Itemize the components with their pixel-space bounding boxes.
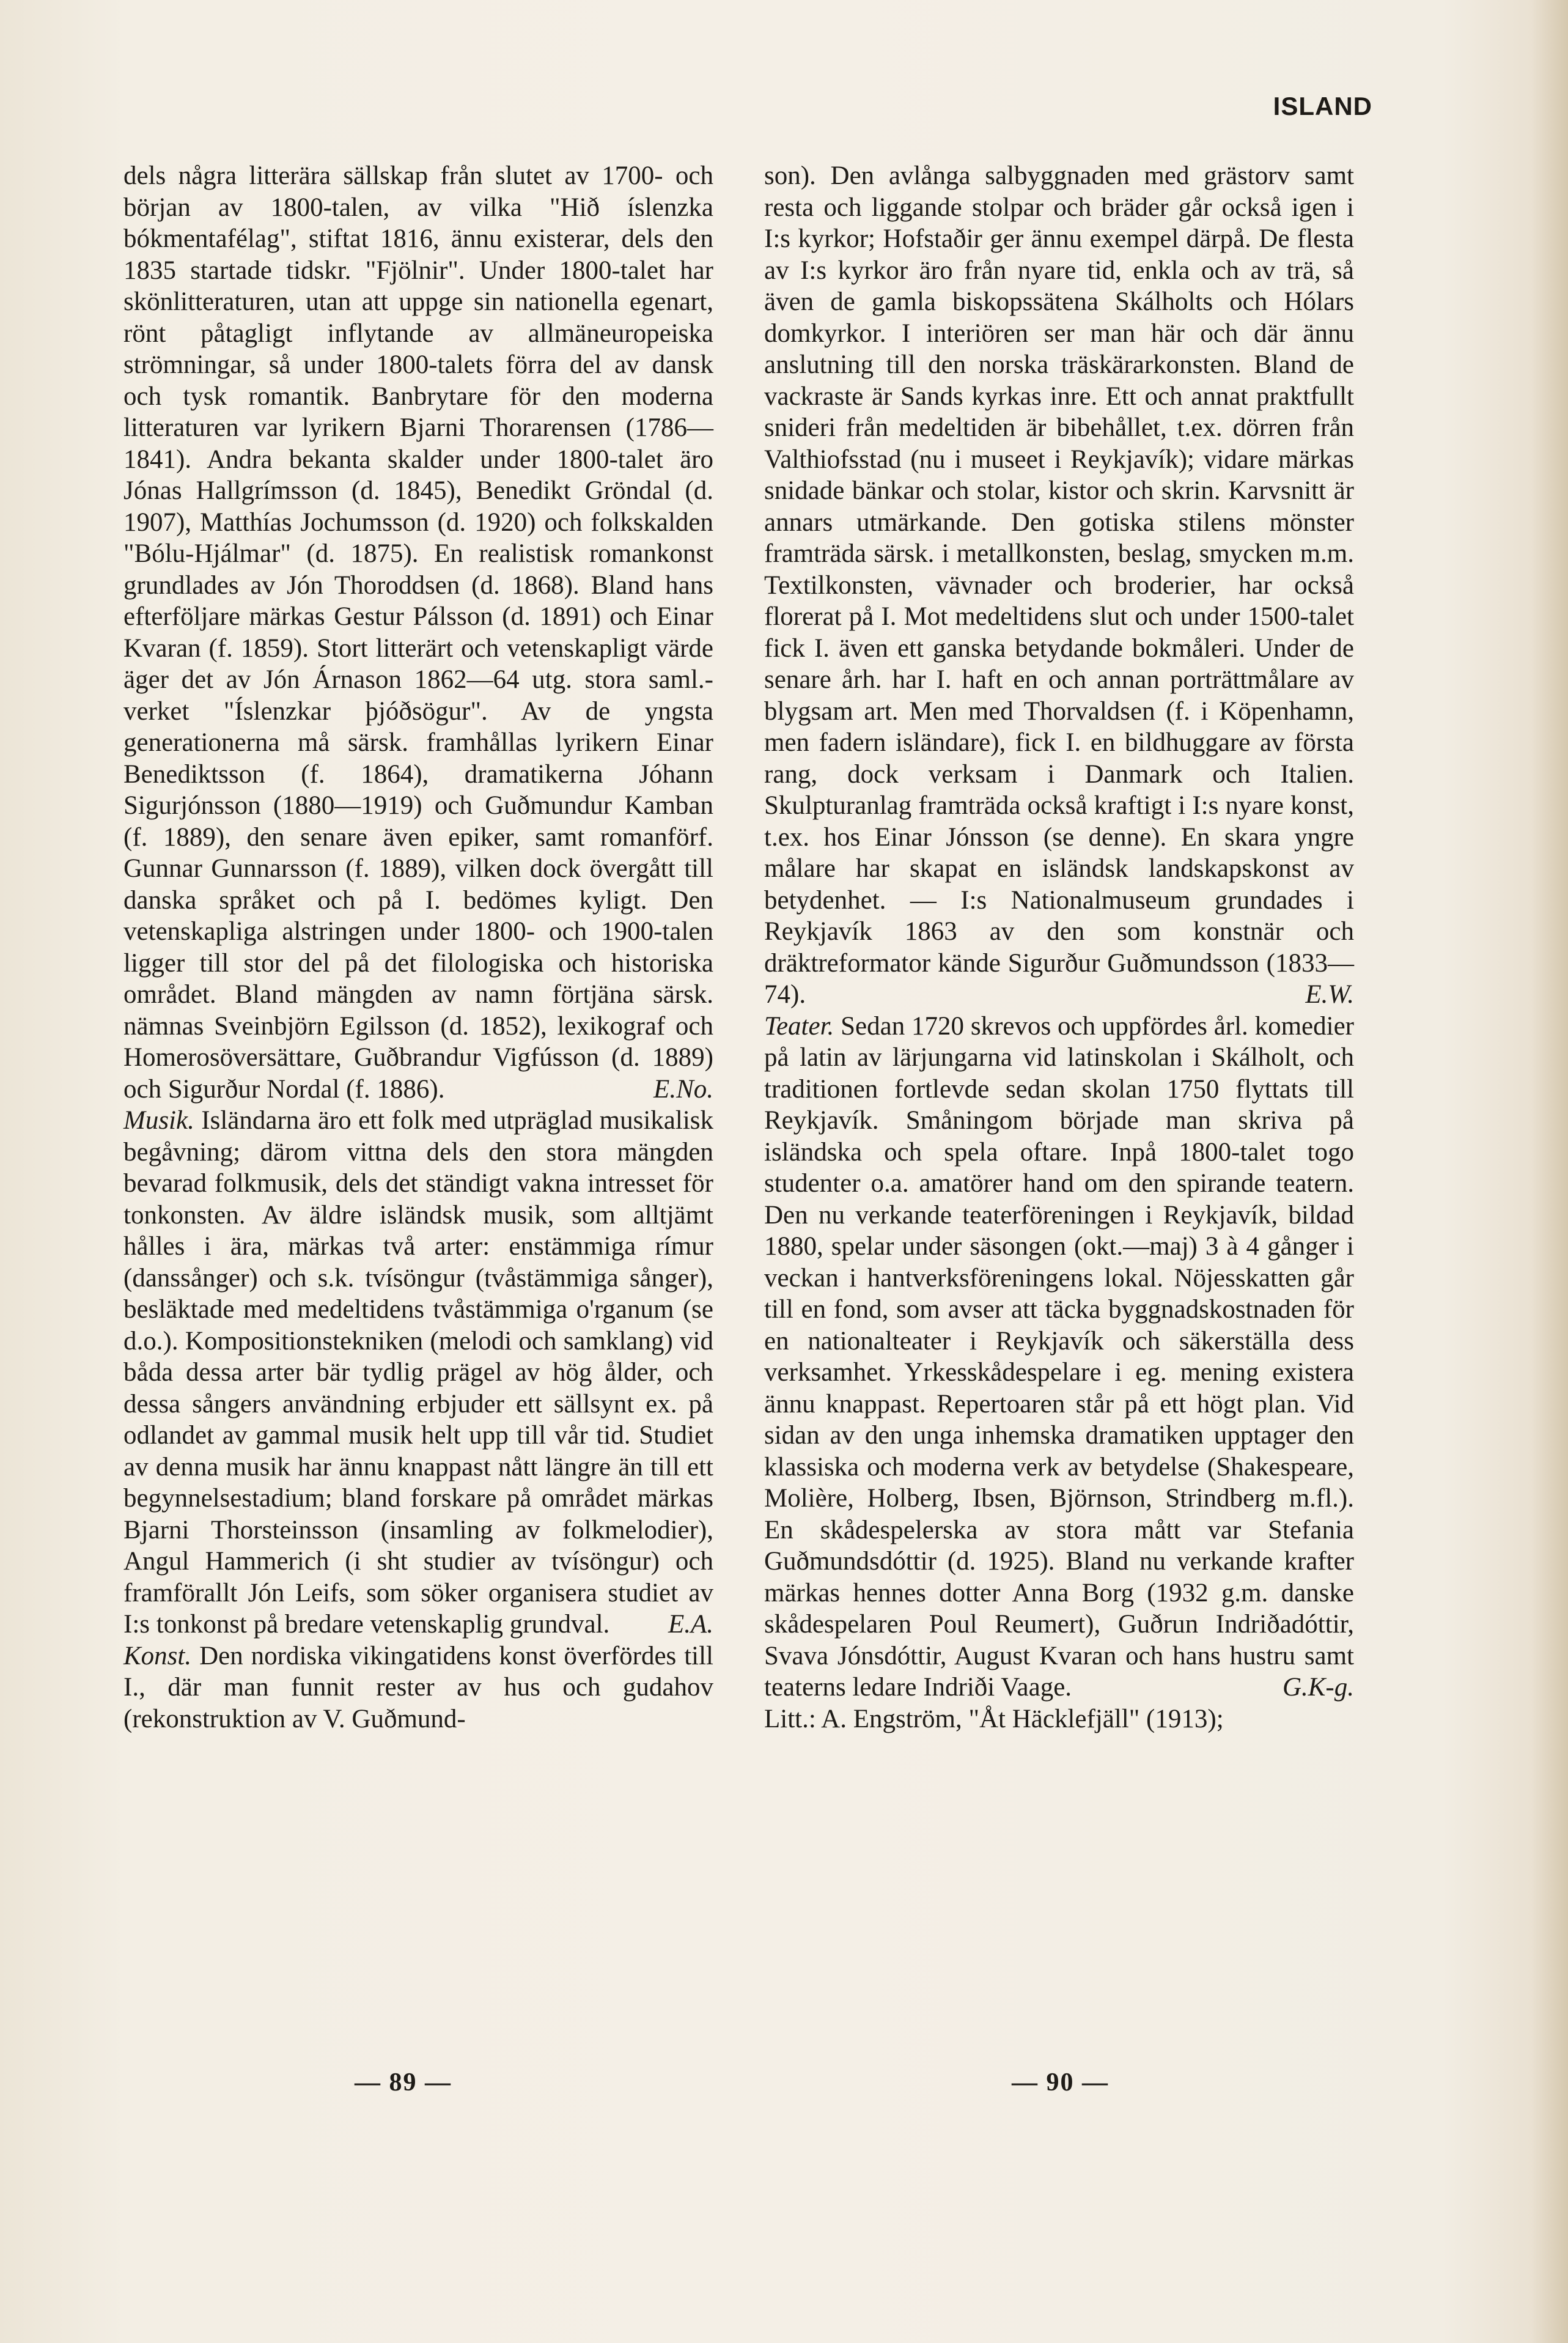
paragraph-text: Isländarna äro ett folk med utpräglad musikalisk begåvning; därom vittna dels den stora mängden bevarad folkmusik, dels det ständigt vakna intresset för tonkonsten. Av äldre isländsk musik, som alltjämt hålles i ära, märkas två arter: enstämmiga rímur (danssånger) och s.k. tvísöngur (tvåstämmiga sånger), besläktade med medeltidens tvåstämmiga o'rganum (se d.o.). Kompositionstekniken (melodi och samklang) vid båda dessa arter bär tydlig prägel av hög ålder, och dessa sångers användning erbjuder ett sällsynt ex. på odlandet av gammal musik helt upp till vår tid. Studiet av denna musik har ännu knappast nått längre än till ett begynnelsestadium; bland forskare på området märkas Bjarni Thorsteinsson (insamling av folkmelodier), Angul Hammerich (i sht studier av tvísöngur) och framförallt Jón Leifs, som söker organisera studiet av I:s tonkonst på bredare vetenskaplig grundval. xyxy=(123,1106,713,1639)
page-number-right: — 90 — xyxy=(1012,2068,1109,2097)
paragraph-literature-references xyxy=(764,1703,1354,1735)
paragraph-art xyxy=(123,1640,713,1735)
section-heading-theatre: Teater. xyxy=(764,1011,834,1041)
author-signature: G.K-g. xyxy=(1282,1673,1354,1702)
paragraph-art-continued xyxy=(764,160,1354,1011)
paragraph-text: Den nordiska vikingatidens konst överfördes till I., där man funnit rester av hus och gudahov (rekonstruktion av V. Guðmund- xyxy=(123,1641,713,1733)
page-edge-shadow xyxy=(1531,0,1568,2343)
author-signature: E.A. xyxy=(668,1610,713,1639)
paragraph-text: son). Den avlånga salbyggnaden med grästorv samt resta och liggande stolpar och bräder går också igen i I:s kyrkor; Hofstaðir ger ännu exempel därpå. De flesta av I:s kyrkor äro från nyare tid, enkla och av trä, så även de gamla biskopssätena Skálholts och Hólars domkyrkor. I interiören ser man här och där ännu anslutning till den norska träskärarkonsten. Bland de vackraste är Sands kyrkas inre. Ett och annat praktfullt snideri från medeltiden är bibehållet, t.ex. dörren från Valthiofsstad (nu i museet i Reykjavík); vidare märkas snidade bänkar och stolar, kistor och skrin. Karvsnitt är annars utmärkande. Den gotiska stilens mönster framträda särsk. i metallkonsten, beslag, smycken m.m. Textilkonsten, vävnader och broderier, har också florerat på I. Mot medeltidens slut och under 1500-talet fick I. även ett ganska betydande bokmåleri. Under de senare årh. har I. haft en och annan porträttmålare av blygsam art. Men med Thorvaldsen (f. i Köpenhamn, men fadern isländare), fick I. en bildhuggare av första rang, dock verksam i Danmark och Italien. Skulpturanlag framträda också kraftigt i I:s nyare konst, t.ex. hos Einar Jónsson (se denne). En skara yngre målare har skapat en isländsk landskapskonst av betydenhet. — I:s Nationalmuseum grundades i Reykjavík 1863 av den som konstnär och dräktreformator kände Sigurður Guðmundsson (1833—74). xyxy=(764,161,1354,1009)
paragraph-text: Sedan 1720 skrevos och uppfördes årl. komedier på latin av lärjungarna vid latinskolan i Skálholt, och traditionen fortlevde sedan skolan 1750 flyttats till Reykjavík. Småningom började man skriva på isländska och spela oftare. Inpå 1800-talet togo studenter o.a. amatörer hand om den spirande teatern. Den nu verkande teaterföreningen i Reykjavík, bildad 1880, spelar under säsongen (okt.—maj) 3 à 4 gånger i veckan i hantverksföreningens lokal. Nöjesskatten går till en fond, som avser att täcka byggnadskostnaden för en nationalteater i Reykjavík och säkerställa dess verksamhet. Yrkesskådespelare i eg. mening existera ännu knappast. Repertoaren står på ett högt plan. Vid sidan av den unga inhemska dramatiken upptager den klassiska och moderna verk av betydelse (Shakespeare, Molière, Holberg, Ibsen, Björnson, Strindberg m.fl.). En skådespelerska av stora mått var Stefania Guðmundsdóttir (d. 1925). Bland nu verkande krafter märkas hennes dotter Anna Borg (1932 g.m. danske skådespelaren Poul Reumert), Guðrun Indriðadóttir, Svava Jónsdóttir, August Kvaran och hans hustru samt teaterns ledare Indriði Vaage. xyxy=(764,1011,1354,1702)
author-signature: E.No. xyxy=(653,1074,713,1104)
right-column xyxy=(764,160,1354,1735)
paragraph-music xyxy=(123,1105,713,1640)
paragraph-text: dels några litterära sällskap från slutet av 1700- och början av 1800-talen, av vilka "Hið íslenzka bókmentafélag", stiftat 1816, ännu existerar, dels den 1835 startade tidskr. "Fjölnir". Under 1800-talet har skönlitteraturen, utan att uppge sin nationella egenart, rönt påtagligt inflytande av allmäneuropeiska strömningar, så under 1800-talets förra del av dansk och tysk romantik. Banbrytare för den moderna litteraturen var lyrikern Bjarni Thorarensen (1786—1841). Andra bekanta skalder under 1800-talet äro Jónas Hallgrímsson (d. 1845), Benedikt Gröndal (d. 1907), Matthías Jochumsson (d. 1920) och folkskalden "Bólu-Hjálmar" (d. 1875). En realistisk romankonst grundlades av Jón Thoroddsen (d. 1868). Bland hans efterföljare märkas Gestur Pálsson (d. 1891) och Einar Kvaran (f. 1859). Stort litterärt och vetenskapligt värde äger det av Jón Árnason 1862—64 utg. stora saml.-verket "Íslenzkar þjóðsögur". Av de yngsta generationerna må särsk. framhållas lyrikern Einar Benediktsson (f. 1864), dramatikerna Jóhann Sigurjónsson (1880—1919) och Guðmundur Kamban (f. 1889), den senare även epiker, samt romanförf. Gunnar Gunnarsson (f. 1889), vilken dock övergått till danska språket och på I. bedömes kyligt. Den vetenskapliga alstringen under 1800- och 1900-talen ligger till stor del på det filologiska och historiska området. Bland mängden av namn förtjäna särsk. nämnas Sveinbjörn Egilsson (d. 1852), lexikograf och Homerosöversättare, Guðbrandur Vigfússon (d. 1889) och Sigurður Nordal (f. 1886). xyxy=(123,161,713,1104)
paragraph-literature xyxy=(123,160,713,1105)
page-number-left: — 89 — xyxy=(355,2068,452,2097)
running-head: ISLAND xyxy=(1273,92,1372,120)
paragraph-theatre xyxy=(764,1011,1354,1703)
paragraph-text: Litt.: A. Engström, "Åt Häcklefjäll" (1913); xyxy=(764,1704,1224,1733)
left-column xyxy=(123,160,713,1735)
section-heading-music: Musik. xyxy=(123,1106,194,1135)
section-heading-art: Konst. xyxy=(123,1641,192,1670)
author-signature: E.W. xyxy=(1305,980,1354,1009)
